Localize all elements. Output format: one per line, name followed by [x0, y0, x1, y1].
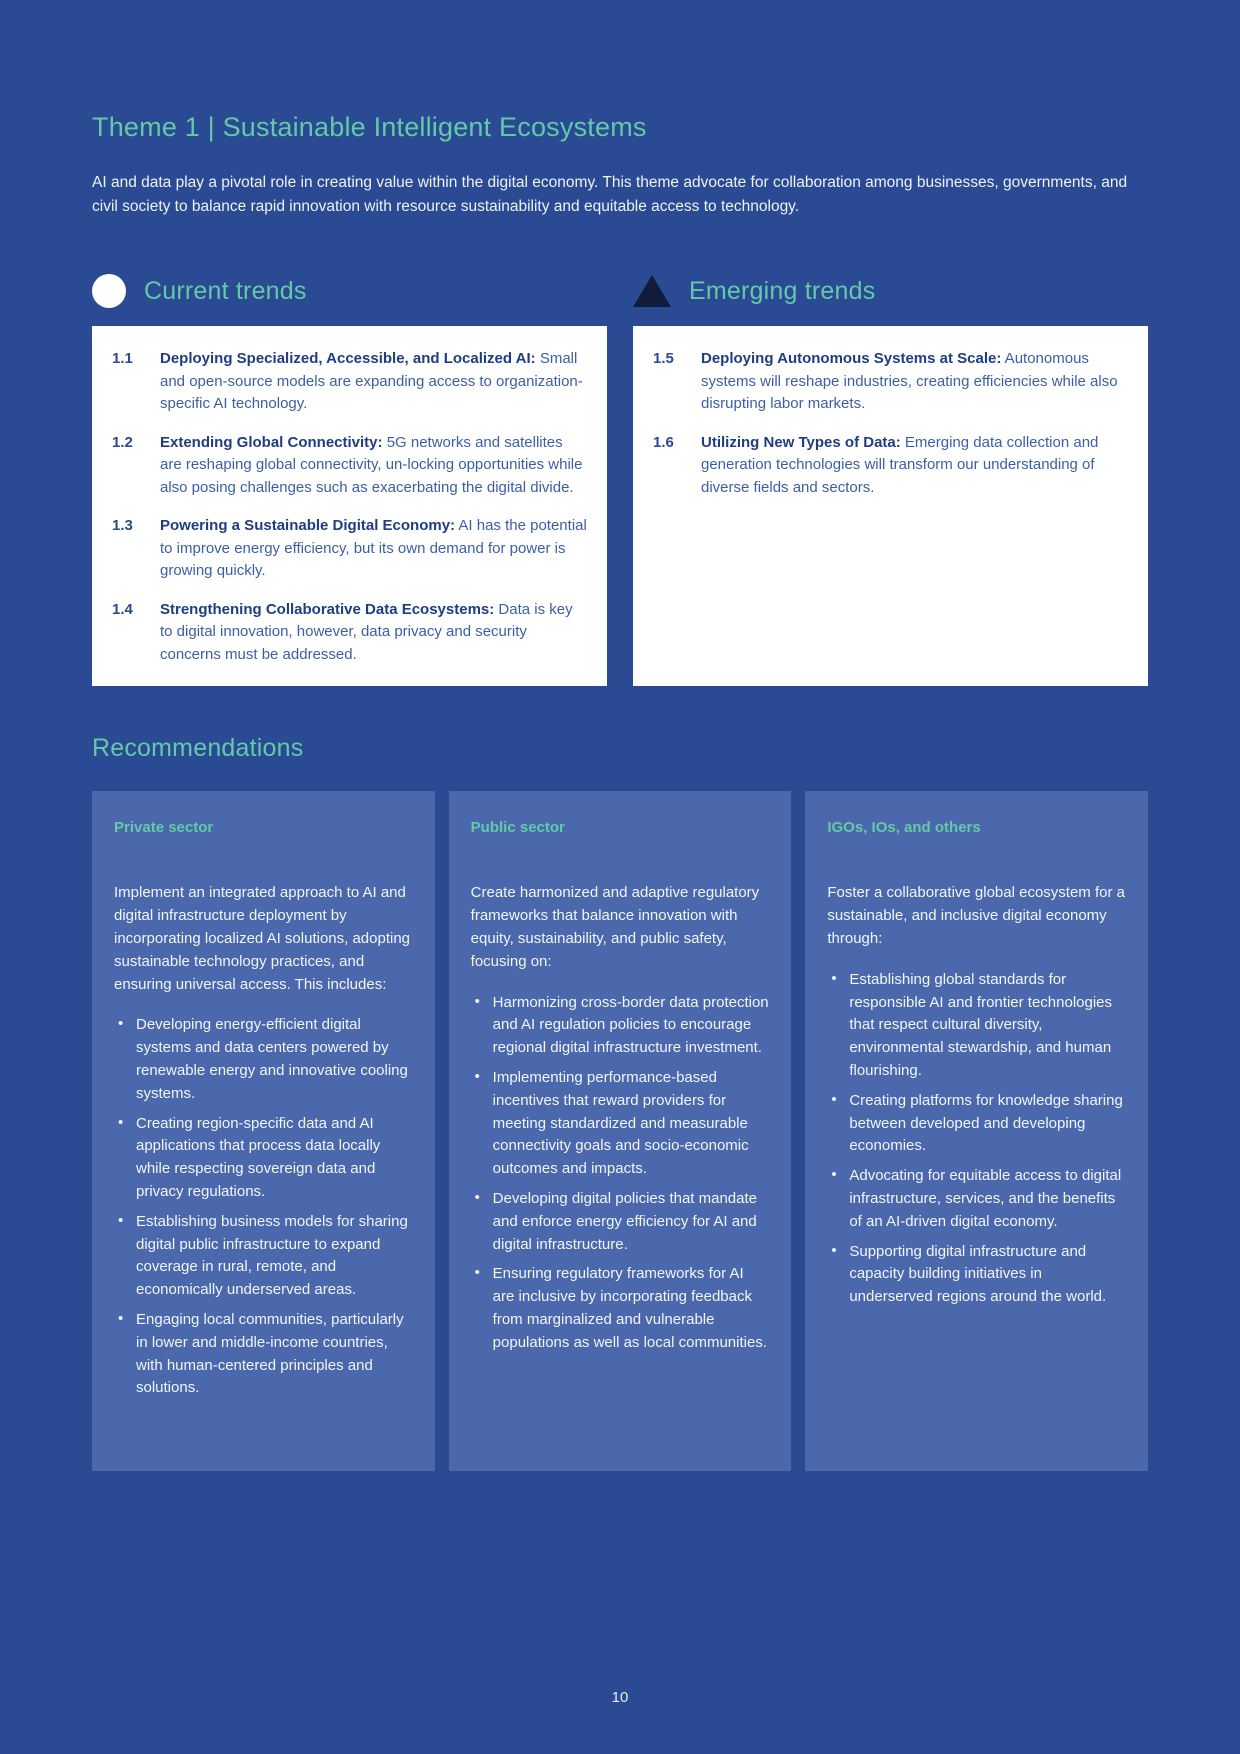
recommendation-card-private-sector [92, 791, 435, 1471]
trend-text [160, 599, 587, 667]
trend-text-rest: AI has the potential to improve energy efficiency, but its own demand for power is growing quickly. [160, 517, 587, 580]
current-trends-box [92, 326, 607, 686]
trend-text-bold: Powering a Sustainable Digital Economy: [160, 517, 456, 535]
card-title: Private sector [114, 819, 214, 837]
list-item: • Advocating for equitable access to digital infrastructure, services, and the benefits of an AI-driven digital economy. [827, 1165, 1126, 1233]
current-trends-label: Current trends [144, 276, 307, 305]
trend-number: 1.1 [112, 350, 133, 368]
trend-text-rest: Autonomous systems will reshape industries, creating efficiencies while also disrupting labor markets. [701, 350, 1118, 413]
trend-number: 1.4 [112, 600, 133, 618]
recommendations-title: Recommendations [92, 734, 304, 763]
recommendations-section [92, 791, 1148, 1471]
list-item: • Developing energy-efficient digital systems and data centers powered by renewable energy and innovative cooling systems. [114, 1014, 413, 1105]
trend-number: 1.3 [112, 517, 133, 535]
current-trends-header [92, 270, 607, 312]
trend-number: 1.5 [653, 350, 674, 368]
list-item: • Supporting digital infrastructure and capacity building initiatives in underserved regions around the world. [827, 1241, 1126, 1309]
list-item: • Implementing performance-based incentives that reward providers for meeting standardized and measurable connectivity goals and socio-economic outcomes and impacts. [471, 1067, 770, 1181]
trend-text-rest: Emerging data collection and generation technologies will transform our understanding of diverse fields and sectors. [701, 433, 1099, 496]
list-item: • Establishing global standards for responsible AI and frontier technologies that respect cultural diversity, environmental stewardship, and human flourishing. [827, 969, 1126, 1083]
list-item: • Engaging local communities, particularly in lower and middle-income countries, with human-centered principles and solutions. [114, 1309, 413, 1400]
emerging-trends-box [633, 326, 1148, 686]
card-title: Public sector [470, 819, 565, 837]
card-lead-text: Foster a collaborative global ecosystem for a sustainable, and inclusive digital economy through: [827, 884, 1125, 947]
trend-text [160, 348, 587, 416]
circle-marker-icon [92, 274, 126, 308]
trend-item [653, 432, 1128, 500]
list-item: • Developing digital policies that mandate and enforce energy efficiency for AI and digital infrastructure. [471, 1188, 770, 1256]
list-item: • Ensuring regulatory frameworks for AI are inclusive by incorporating feedback from marginalized and vulnerable populations as well as local communities. [471, 1263, 770, 1354]
recommendation-card-public-sector [449, 791, 792, 1471]
trend-number: 1.6 [653, 433, 674, 451]
trend-item [653, 348, 1128, 416]
list-item: • Creating platforms for knowledge sharing between developed and developing economies. [827, 1090, 1126, 1158]
trend-text-bold: Strengthening Collaborative Data Ecosystems: [160, 600, 495, 618]
trend-number: 1.2 [112, 433, 133, 451]
recommendation-card-igos-ios-others [805, 791, 1148, 1471]
list-item: • Establishing business models for sharing digital public infrastructure to expand coverage in rural, remote, and economically underserved areas. [114, 1211, 413, 1302]
trend-text-rest: Small and open-source models are expanding access to organization-specific AI technology. [160, 350, 583, 413]
trend-text [160, 432, 587, 500]
card-bullet-list [471, 992, 770, 1355]
trend-item [112, 515, 587, 583]
current-trends-column [92, 270, 607, 686]
list-item: • Creating region-specific data and AI applications that process data locally while respecting sovereign data and privacy regulations. [114, 1113, 413, 1204]
emerging-trends-header [633, 270, 1148, 312]
trend-text-bold: Deploying Autonomous Systems at Scale: [701, 350, 1002, 368]
trend-text-rest: 5G networks and satellites are reshaping global connectivity, un-locking opportunities while also posing challenges such as exacerbating the digital divide. [160, 433, 583, 496]
trend-item [112, 432, 587, 500]
trend-text-bold: Utilizing New Types of Data: [701, 433, 901, 451]
card-lead-text: Create harmonized and adaptive regulatory frameworks that balance innovation with equity, sustainability, and public safety, focusing on: [470, 884, 760, 970]
trend-item [112, 599, 587, 667]
trend-text [701, 348, 1128, 416]
trend-text [701, 432, 1128, 500]
page-number: 10 [611, 1689, 629, 1706]
card-bullet-list [827, 969, 1126, 1309]
triangle-marker-icon [633, 275, 671, 307]
emerging-trends-column [633, 270, 1148, 686]
card-title: IGOs, IOs, and others [827, 819, 981, 837]
emerging-trends-label: Emerging trends [689, 276, 876, 305]
card-bullet-list [114, 1014, 413, 1400]
trend-text [160, 515, 587, 583]
trend-text-rest: Data is key to digital innovation, however, data privacy and security concerns must be addressed. [160, 600, 573, 663]
trend-item [112, 348, 587, 416]
theme-intro-paragraph: AI and data play a pivotal role in creating value within the digital economy. This theme advocate for collaboration among businesses, governments, and civil society to balance rapid innovation with resource sustainability and equitable access to technology. [92, 174, 1128, 215]
list-item: • Harmonizing cross-border data protection and AI regulation policies to encourage regional digital infrastructure investment. [471, 992, 770, 1060]
trends-section [92, 270, 1148, 686]
card-lead-text: Implement an integrated approach to AI and digital infrastructure deployment by incorporating localized AI solutions, adopting sustainable technology practices, and ensuring universal access. This includes: [114, 884, 411, 993]
trend-text-bold: Deploying Specialized, Accessible, and Localized AI: [160, 350, 536, 368]
trend-text-bold: Extending Global Connectivity: [160, 433, 383, 451]
page-title: Theme 1 | Sustainable Intelligent Ecosystems [92, 112, 647, 142]
